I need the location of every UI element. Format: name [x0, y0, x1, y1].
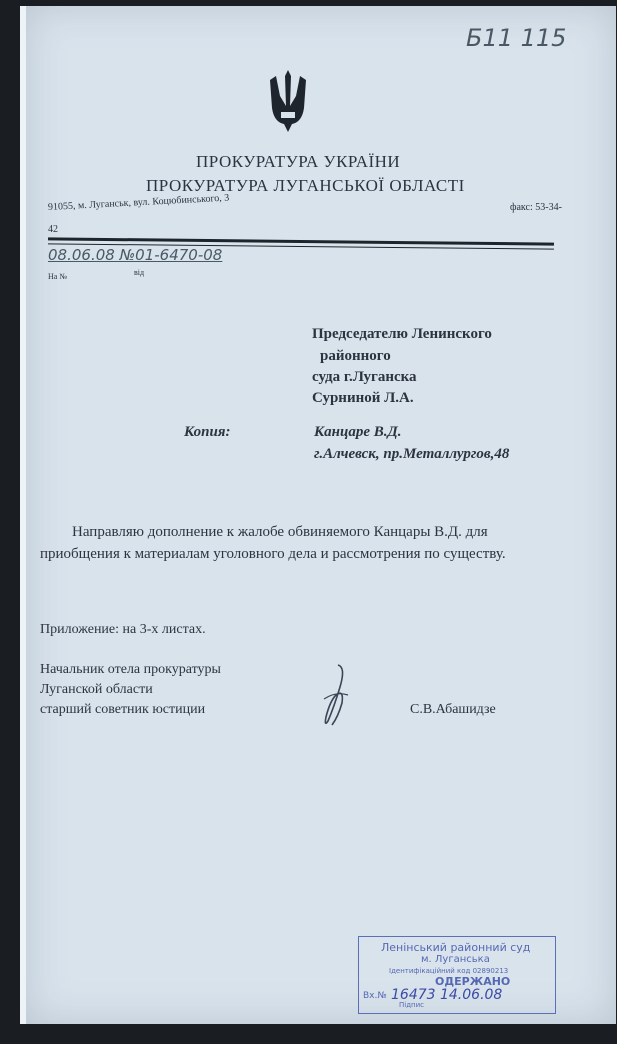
ref-label-from: від: [134, 268, 145, 277]
recipient-line-4: Сурниной Л.А.: [312, 390, 414, 406]
ref-label-no: На №: [48, 272, 67, 281]
org-fax: факс: 53-34-: [510, 202, 562, 213]
stamp-footer: Підпис: [399, 1001, 425, 1009]
recipient-line-3: суда г.Луганска: [312, 369, 417, 385]
signer-position-3: старший советник юстиции: [40, 702, 206, 717]
signer-position-1: Начальник отела прокуратуры: [40, 662, 221, 677]
signer-name: С.В.Абашидзе: [410, 702, 496, 717]
stamp-received: ОДЕРЖАНО: [435, 975, 511, 988]
handwritten-signature-icon: [316, 661, 356, 731]
trident-emblem-icon: [266, 66, 310, 136]
attachment-note: Приложение: на 3-х листах.: [40, 622, 206, 637]
stamp-id-code: Ідентифікаційний код 02890213: [389, 967, 509, 975]
body-line-2: приобщения к материалам уголовного дела и рассмотрения по существу.: [40, 546, 506, 562]
stamp-city: м. Луганська: [421, 954, 490, 965]
outgoing-ref-number: 08.06.08 №01-6470-08: [48, 246, 223, 264]
org-title-1: ПРОКУРАТУРА УКРАЇНИ: [196, 152, 401, 171]
org-fax-continued: 42: [48, 224, 58, 235]
stamp-incoming-value: 16473 14.06.08: [391, 987, 503, 1003]
stamp-incoming-label: Вх.№: [363, 991, 387, 1001]
copy-label: Копия:: [184, 424, 231, 440]
org-address: 91055, м. Луганськ, вул. Коцюбинського, 3: [47, 192, 230, 213]
recipient-line-1: Председателю Ленинского: [312, 326, 492, 342]
court-received-stamp: [358, 936, 556, 1014]
recipient-line-2: районного: [320, 348, 391, 364]
signer-position-2: Луганской области: [40, 682, 153, 697]
copy-name: Канцаре В.Д.: [314, 424, 402, 440]
handwritten-corner-note: Б11 115: [466, 24, 567, 52]
document-page: [20, 6, 616, 1024]
copy-address: г.Алчевск, пр.Металлургов,48: [314, 446, 510, 462]
body-line-1: Направляю дополнение к жалобе обвиняемого Канцары В.Д. для: [72, 524, 488, 540]
stamp-court-name: Ленінський районний суд: [381, 941, 531, 954]
org-title-2: ПРОКУРАТУРА ЛУГАНСЬКОЇ ОБЛАСТІ: [146, 176, 465, 195]
